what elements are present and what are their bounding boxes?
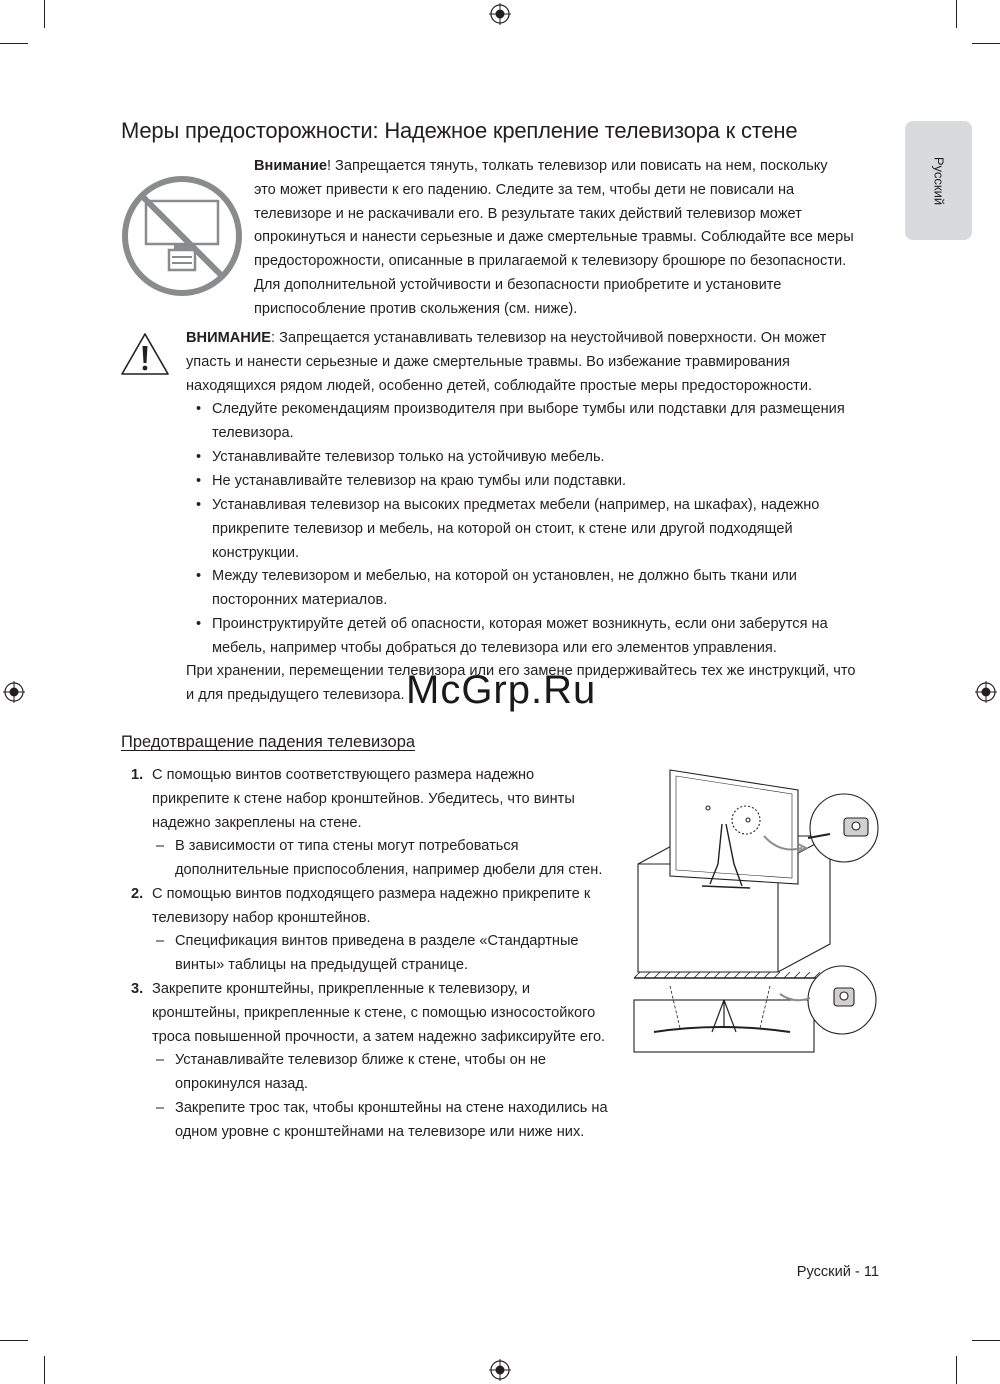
list-item	[196, 565, 797, 613]
step-line: прикрепите к стене набор кронштейнов. Убедитесь, что винты	[152, 790, 575, 807]
attention-line: ! Запрещается тянуть, толкать телевизор или повисать на нем, поскольку	[326, 158, 828, 174]
closing-line: и для предыдущего телевизора.	[186, 686, 405, 703]
warning-triangle-icon	[120, 332, 170, 376]
note-line: одном уровне с кронштейнами на телевизоре или ниже них.	[175, 1123, 585, 1140]
step-text	[152, 764, 622, 835]
step-note	[175, 1049, 625, 1097]
note-line: дополнительные приспособления, например дюбели для стен.	[175, 861, 603, 878]
section-title: Предотвращение падения телевизора	[121, 733, 416, 751]
attention-line: Для дополнительной устойчивости и безопасности приобретите и установите	[254, 276, 782, 293]
list-item	[196, 470, 627, 494]
language-tab-label: Русский	[931, 156, 946, 205]
bullet-icon: •	[196, 449, 202, 465]
registration-mark-icon	[489, 1359, 511, 1381]
step-number: 1.	[131, 767, 144, 783]
list-item	[196, 398, 845, 446]
note-line: опрокинулся назад.	[175, 1075, 308, 1092]
note-dash: –	[156, 1052, 165, 1068]
step-line: надежно закреплены на стене.	[152, 814, 362, 831]
crop-mark	[44, 0, 45, 28]
language-tab	[905, 121, 972, 240]
step-line: С помощью винтов подходящего размера надежно прикрепите к	[152, 886, 591, 902]
bullet-icon: •	[196, 473, 202, 489]
no-hanging-on-tv-icon	[120, 174, 244, 298]
crop-mark	[956, 0, 957, 28]
step-line: кронштейны, прикрепленные к стене, с помощью износостойкого	[152, 1004, 596, 1021]
attention-label: Внимание	[254, 158, 327, 174]
attention-paragraph	[254, 155, 874, 322]
wall-mount-illustration	[630, 764, 882, 1064]
step-line: телевизору набор кронштейнов.	[152, 909, 371, 926]
attention-line: это может привести к его падению. Следите за тем, чтобы дети не повисали на	[254, 181, 795, 198]
crop-mark	[0, 1340, 28, 1341]
attention-line: опрокинуться и нанести серьезные и даже смертельные травмы. Соблюдайте все меры	[254, 229, 854, 246]
note-dash: –	[156, 1100, 165, 1116]
page-title: Меры предосторожности: Надежное крепление телевизора к стене	[121, 118, 798, 143]
warning-label: ВНИМАНИЕ	[186, 330, 272, 346]
bullet-line: Следуйте рекомендациям производителя при выборе тумбы или подставки для размещения	[212, 401, 845, 417]
bullet-line: прикрепите телевизор и мебель, на которой он стоит, к стене или другой подходящей	[212, 520, 793, 537]
step-line: троса повышенной прочности, а затем надежно зафиксируйте его.	[152, 1028, 606, 1045]
warning-line: : Запрещается устанавливать телевизор на неустойчивой поверхности. Он может	[271, 330, 827, 346]
bullet-line: телевизора.	[212, 424, 294, 441]
note-dash: –	[156, 933, 165, 949]
note-line: Закрепите трос так, чтобы кронштейны на стене находились на	[175, 1100, 608, 1116]
step-line: Закрепите кронштейны, прикрепленные к телевизору, и	[152, 981, 531, 997]
crop-mark	[972, 1340, 1000, 1341]
bullet-icon: •	[196, 401, 202, 417]
step-line: С помощью винтов соответствующего размера надежно	[152, 767, 535, 783]
step-note	[175, 835, 625, 883]
list-item	[196, 613, 828, 661]
warning-line: упасть и нанести серьезные и даже смертельные травмы. Во избежание травмирования	[186, 353, 790, 370]
bullet-line: Не устанавливайте телевизор на краю тумбы или подставки.	[212, 473, 627, 489]
bullet-line: мебель, например чтобы добраться до телевизора или его элементов управления.	[212, 639, 777, 656]
bullet-line: Устанавливайте телевизор только на устойчивую мебель.	[212, 449, 605, 465]
note-line: Спецификация винтов приведена в разделе «Стандартные	[175, 933, 579, 949]
step-text	[152, 883, 622, 931]
watermark: McGrp.Ru	[406, 668, 597, 712]
list-item	[196, 494, 820, 565]
step-number: 3.	[131, 981, 144, 997]
page-number: Русский - 11	[796, 1264, 879, 1280]
bullet-icon: •	[196, 568, 202, 584]
note-line: винты» таблицы на предыдущей странице.	[175, 956, 469, 973]
bullet-line: Устанавливая телевизор на высоких предметах мебели (например, на шкафах), надежно	[212, 497, 820, 513]
bullet-icon: •	[196, 497, 202, 513]
step-number: 2.	[131, 886, 144, 902]
warning-line: находящихся рядом людей, особенно детей, соблюдайте простые меры предосторожности.	[186, 377, 813, 394]
crop-mark	[0, 43, 28, 44]
step-note	[175, 930, 625, 978]
attention-line: приспособление против скольжения (см. ниже).	[254, 300, 578, 317]
note-dash: –	[156, 838, 165, 854]
registration-mark-icon	[489, 3, 511, 25]
attention-line: телевизоре и не раскачивали его. В результате таких действий телевизор может	[254, 205, 802, 222]
bullet-icon: •	[196, 616, 202, 632]
note-line: В зависимости от типа стены могут потребоваться	[175, 838, 519, 854]
bullet-line: конструкции.	[212, 544, 300, 561]
list-item	[196, 446, 605, 470]
crop-mark	[972, 43, 1000, 44]
attention-line: предосторожности, описанные в прилагаемой к телевизору брошюре по безопасности.	[254, 253, 847, 270]
step-text	[152, 978, 622, 1049]
crop-mark	[956, 1356, 957, 1384]
note-line: Устанавливайте телевизор ближе к стене, чтобы он не	[175, 1052, 547, 1068]
closing-line: При хранении, перемещении телевизора или его замене придерживайтесь тех же инструкций, что	[186, 663, 856, 679]
warning-paragraph	[186, 327, 876, 398]
registration-mark-icon	[975, 681, 997, 703]
bullet-line: Между телевизором и мебелью, на которой он установлен, не должно быть ткани или	[212, 568, 797, 584]
bullet-line: посторонних материалов.	[212, 591, 388, 608]
step-note	[175, 1097, 625, 1145]
registration-mark-icon	[3, 681, 25, 703]
bullet-line: Проинструктируйте детей об опасности, которая может возникнуть, если они заберутся на	[212, 616, 828, 632]
crop-mark	[44, 1356, 45, 1384]
